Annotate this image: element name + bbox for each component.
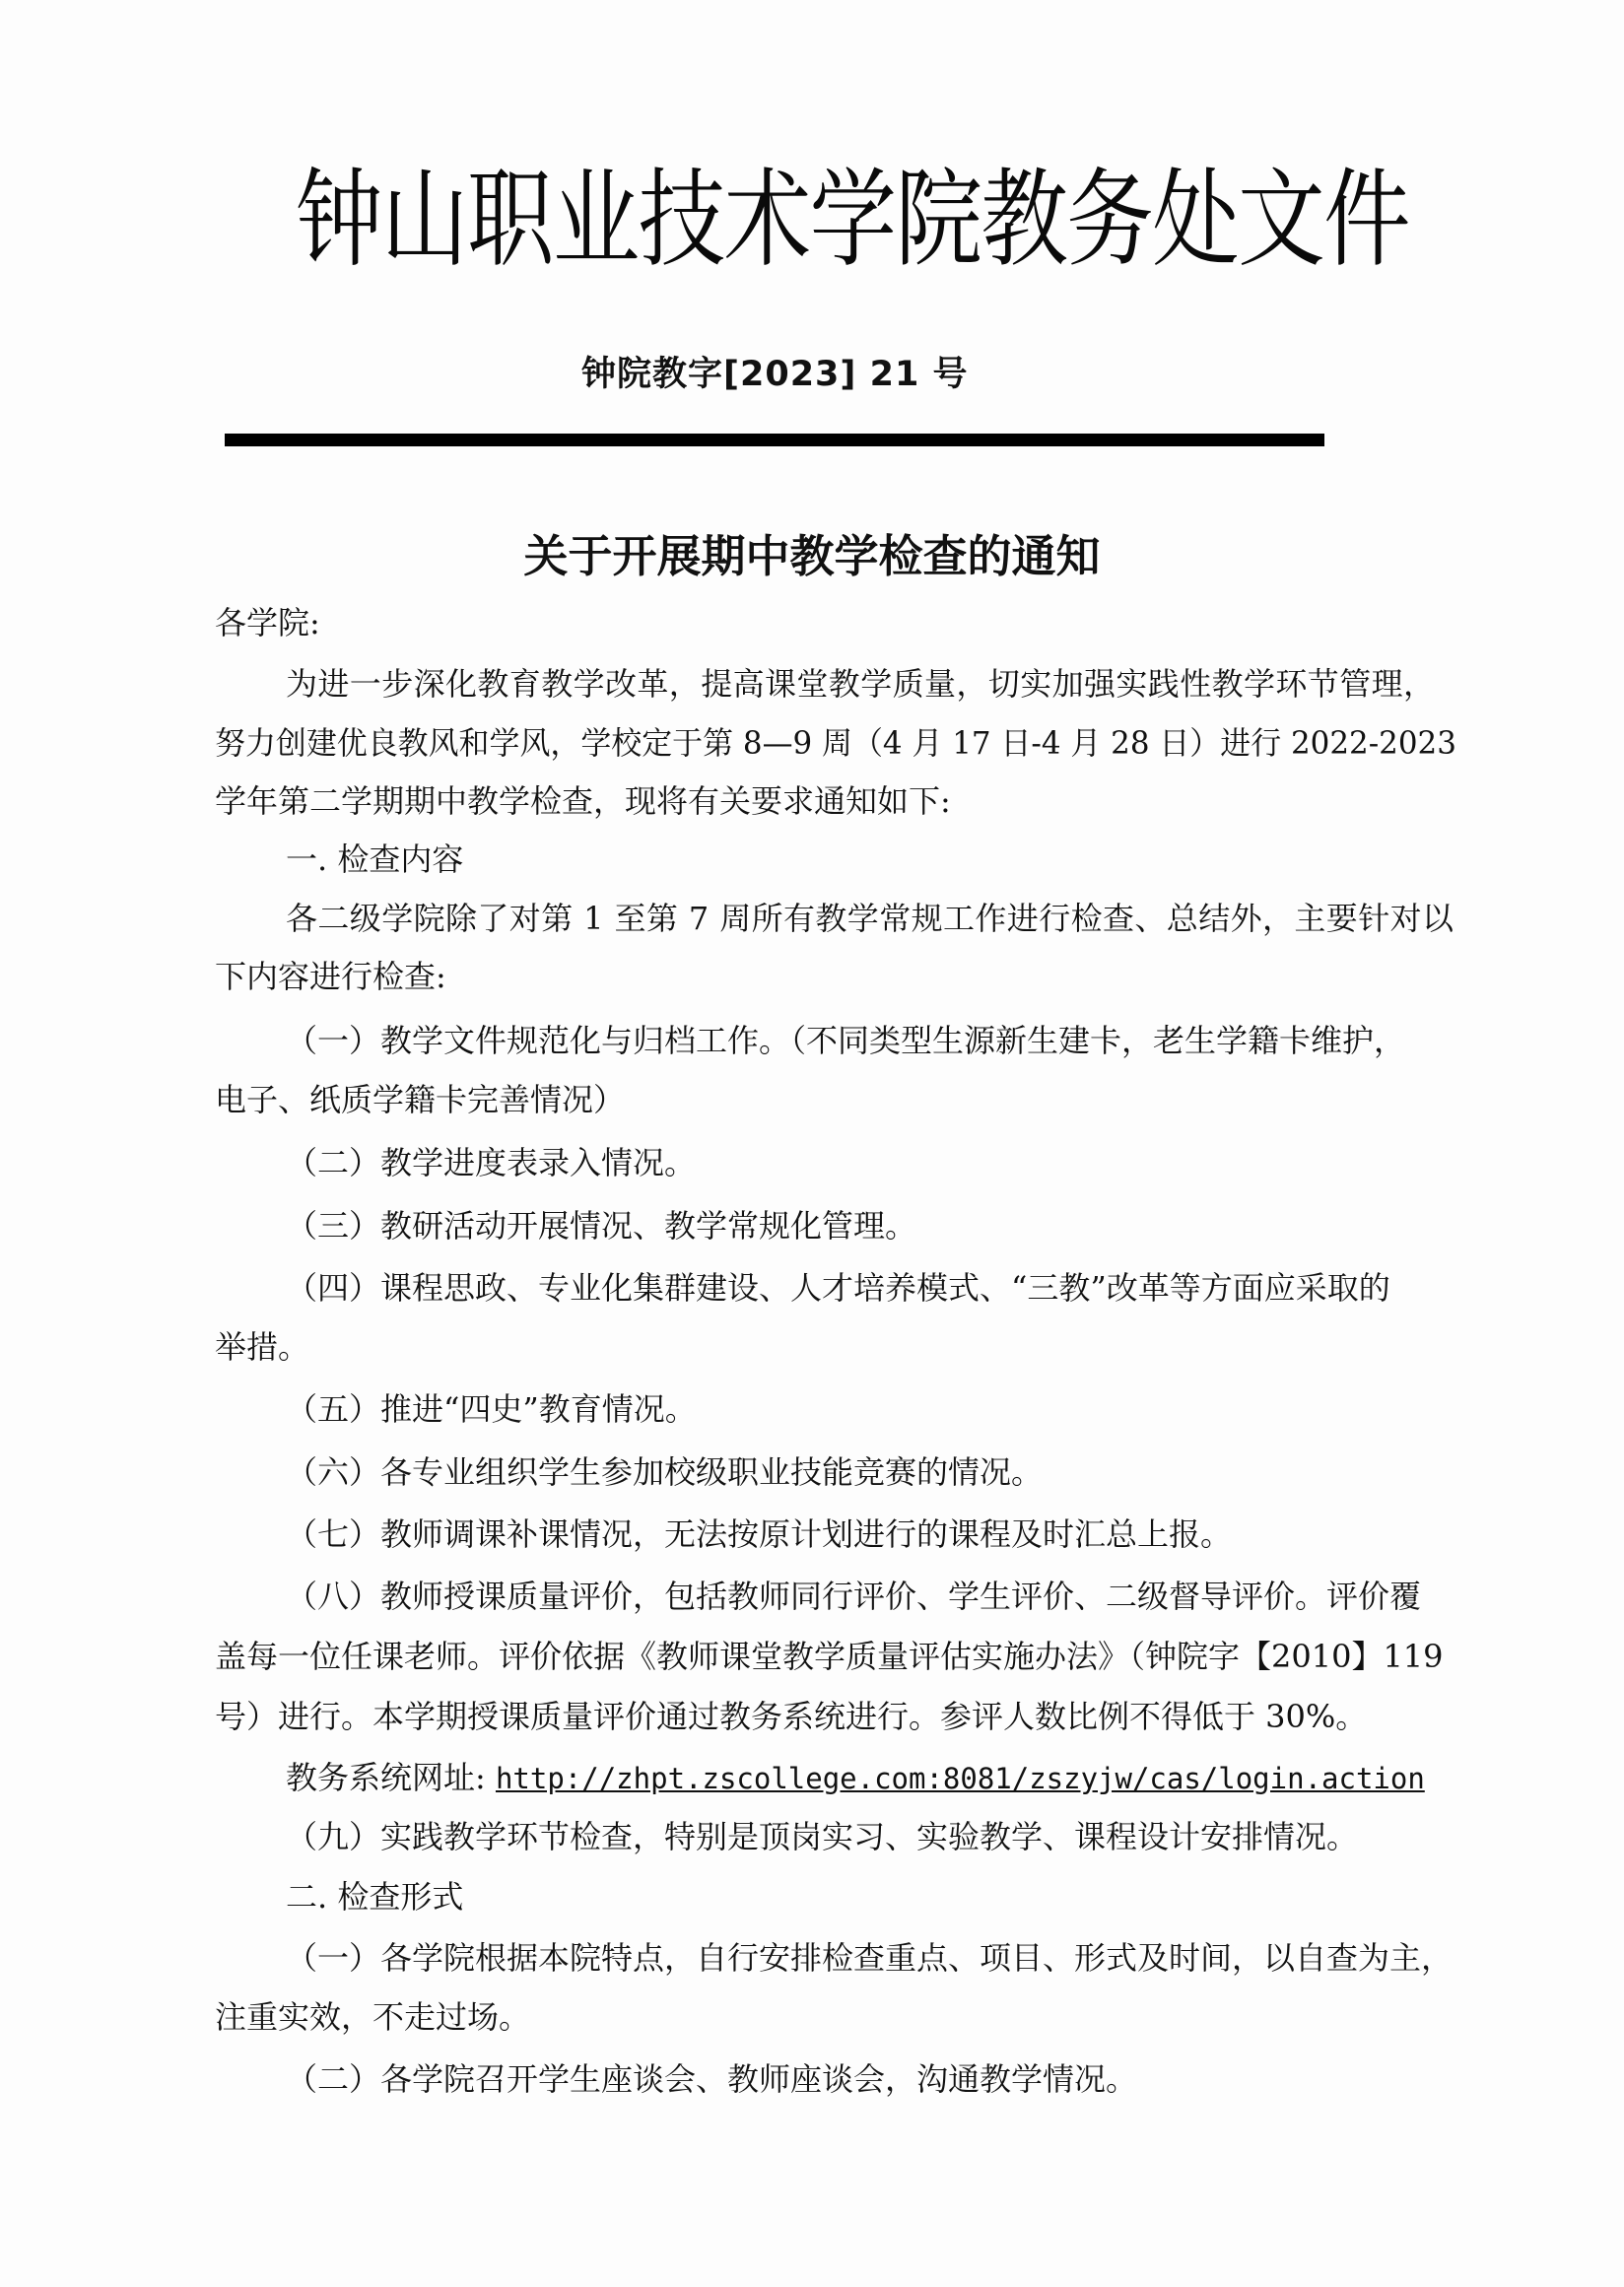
item6: （六）各专业组织学生参加校级职业技能竞赛的情况。 [286,1453,1044,1491]
intro-line-2: 努力创建优良教风和学风，学校定于第 8—9 周（4 月 17 日-4 月 28 日）进行 2022-2023 [215,724,1456,762]
item5: （五）推进“四史”教育情况。 [286,1390,697,1428]
section1-lead-line-2: 下内容进行检查: [215,958,446,995]
masthead-title: 钟山职业技术学院教务处文件 [296,159,1409,282]
system-url-label: 教务系统网址: [286,1759,486,1796]
item1-line-2: 电子、纸质学籍卡完善情况） [215,1081,626,1118]
item3: （三）教研活动开展情况、教学常规化管理。 [286,1207,917,1244]
item8-line-3: 号）进行。本学期授课质量评价通过教务系统进行。参评人数比例不得低于 30%。 [215,1698,1368,1735]
section2-item2: （二）各学院召开学生座谈会、教师座谈会，沟通教学情况。 [286,2060,1138,2098]
item4-line-2: 举措。 [215,1328,310,1366]
item4-line-1: （四）课程思政、专业化集群建设、人才培养模式、“三教”改革等方面应采取的 [286,1269,1390,1307]
section2-heading: 二. 检查形式 [286,1878,464,1916]
intro-line-3: 学年第二学期期中教学检查，现将有关要求通知如下: [215,782,951,820]
item7: （七）教师调课补课情况，无法按原计划进行的课程及时汇总上报。 [286,1515,1233,1553]
document-number: 钟院教字[2023] 21 号 [581,355,969,394]
item1-line-1: （一）教学文件规范化与归档工作。（不同类型生源新生建卡，老生学籍卡维护， [286,1022,1406,1059]
section1-heading: 一. 检查内容 [286,841,464,878]
header-divider [225,434,1324,446]
item8-line-1: （八）教师授课质量评价，包括教师同行评价、学生评价、二级督导评价。评价覆 [286,1578,1422,1615]
section2-item1-line-2: 注重实效，不走过场。 [215,1998,531,2036]
salutation: 各学院: [215,604,320,641]
system-url-line [286,1758,1425,1798]
item2: （二）教学进度表录入情况。 [286,1144,697,1181]
item9: （九）实践教学环节检查，特别是顶岗实习、实验教学、课程设计安排情况。 [286,1818,1359,1855]
system-url-link[interactable]: http://zhpt.zscollege.com:8081/zszyjw/cas/login.action [495,1762,1425,1795]
section1-lead-line-1: 各二级学院除了对第 1 至第 7 周所有教学常规工作进行检查、总结外，主要针对以 [286,900,1455,937]
item8-line-2: 盖每一位任课老师。评价依据《教师课堂教学质量评估实施办法》（钟院字【2010】119 [215,1638,1444,1675]
notice-title: 关于开展期中教学检查的通知 [523,530,1101,582]
section2-item1-line-1: （一）各学院根据本院特点，自行安排检查重点、项目、形式及时间，以自查为主， [286,1939,1454,1977]
intro-line-1: 为进一步深化教育教学改革，提高课堂教学质量，切实加强实践性教学环节管理， [286,665,1436,703]
